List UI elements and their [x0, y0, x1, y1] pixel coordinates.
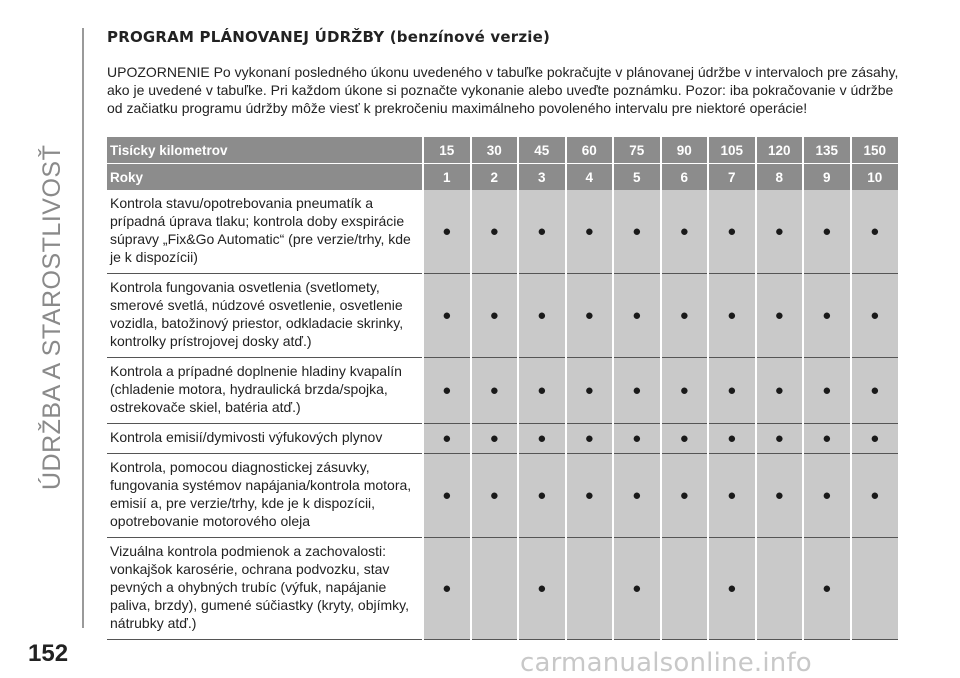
operation-description: Kontrola fungovania osvetlenia (svetlomety, smerové svetlá, núdzové osvetlenie, osvetlenie vozidla, batožinový priestor, odkladacie skrinky, kontrolky prístrojovej dosky atď.) — [107, 274, 423, 358]
interval-cell — [423, 538, 471, 640]
interval-cell — [566, 424, 614, 454]
interval-cell — [613, 190, 661, 274]
interval-cell — [423, 358, 471, 424]
interval-cell — [803, 424, 851, 454]
interval-cell — [803, 274, 851, 358]
interval-cell — [423, 274, 471, 358]
bullet-mark: ● — [489, 486, 499, 504]
interval-cell — [423, 424, 471, 454]
bullet-mark: ● — [584, 381, 594, 399]
watermark: carmanualsonline.info — [520, 648, 812, 678]
interval-cell — [708, 274, 756, 358]
table-row — [107, 274, 898, 358]
interval-cell — [566, 358, 614, 424]
interval-cell — [851, 424, 899, 454]
interval-cell — [708, 538, 756, 640]
interval-cell — [708, 424, 756, 454]
interval-cell — [661, 538, 709, 640]
km-header-cell: 90 — [661, 137, 709, 164]
interval-cell — [613, 424, 661, 454]
bullet-mark: ● — [822, 429, 832, 447]
interval-cell — [756, 358, 804, 424]
bullet-mark: ● — [584, 429, 594, 447]
interval-cell — [661, 190, 709, 274]
bullet-mark: ● — [632, 429, 642, 447]
interval-cell — [518, 190, 566, 274]
bullet-mark: ● — [489, 222, 499, 240]
km-header-cell: 120 — [756, 137, 804, 164]
interval-cell — [803, 538, 851, 640]
operation-description: Kontrola emisií/dymivosti výfukových plynov — [107, 424, 423, 454]
bullet-mark: ● — [442, 381, 452, 399]
interval-cell — [423, 190, 471, 274]
bullet-mark: ● — [870, 381, 880, 399]
table-row — [107, 538, 898, 640]
bullet-mark: ● — [727, 579, 737, 597]
interval-cell — [851, 190, 899, 274]
years-header-cell: 3 — [518, 164, 566, 191]
bullet-mark: ● — [774, 381, 784, 399]
years-header-label: Roky — [107, 164, 423, 191]
bullet-mark: ● — [537, 306, 547, 324]
interval-cell — [661, 424, 709, 454]
bullet-mark: ● — [584, 486, 594, 504]
interval-cell — [661, 454, 709, 538]
bullet-mark: ● — [870, 222, 880, 240]
years-header-cell: 6 — [661, 164, 709, 191]
bullet-mark: ● — [774, 486, 784, 504]
interval-cell — [613, 454, 661, 538]
side-divider — [82, 28, 84, 628]
interval-cell — [756, 454, 804, 538]
bullet-mark: ● — [632, 222, 642, 240]
bullet-mark: ● — [489, 381, 499, 399]
interval-cell — [423, 454, 471, 538]
interval-cell — [518, 274, 566, 358]
interval-cell — [471, 454, 519, 538]
bullet-mark: ● — [870, 486, 880, 504]
bullet-mark: ● — [870, 306, 880, 324]
bullet-mark: ● — [442, 306, 452, 324]
interval-cell — [518, 424, 566, 454]
bullet-mark: ● — [537, 222, 547, 240]
bullet-mark: ● — [537, 381, 547, 399]
notice-text: UPOZORNENIE Po vykonaní posledného úkonu uvedeného v tabuľke pokračujte v plánovanej údržbe v intervaloch pre zásahy, ako je uvedené v tabuľke. Pri každom úkone si poznačte vykonanie alebo uveďte poznámku. Pozor: iba pokračovanie v údržbe od začiatku programu údržby môže viesť k prekročeniu maximálneho povoleného intervalu pre niektoré operácie! — [107, 64, 899, 116]
bullet-mark: ● — [822, 486, 832, 504]
years-header-cell: 10 — [851, 164, 899, 191]
interval-cell — [613, 358, 661, 424]
bullet-mark: ● — [489, 429, 499, 447]
bullet-mark: ● — [442, 486, 452, 504]
bullet-mark: ● — [679, 381, 689, 399]
bullet-mark: ● — [822, 306, 832, 324]
bullet-mark: ● — [632, 486, 642, 504]
interval-cell — [518, 358, 566, 424]
bullet-mark: ● — [537, 486, 547, 504]
years-header-cell: 9 — [803, 164, 851, 191]
table-row — [107, 454, 898, 538]
bullet-mark: ● — [679, 222, 689, 240]
bullet-mark: ● — [632, 306, 642, 324]
interval-cell — [471, 190, 519, 274]
bullet-mark: ● — [679, 486, 689, 504]
years-header-row — [107, 164, 898, 191]
interval-cell — [756, 424, 804, 454]
interval-cell — [518, 538, 566, 640]
interval-cell — [518, 454, 566, 538]
interval-cell — [661, 274, 709, 358]
page-number: 152 — [28, 640, 69, 667]
km-header-cell: 150 — [851, 137, 899, 164]
bullet-mark: ● — [442, 579, 452, 597]
interval-cell — [708, 190, 756, 274]
interval-cell — [708, 454, 756, 538]
bullet-mark: ● — [679, 306, 689, 324]
bullet-mark: ● — [727, 306, 737, 324]
years-header-cell: 1 — [423, 164, 471, 191]
bullet-mark: ● — [727, 381, 737, 399]
km-header-row — [107, 137, 898, 164]
page-heading: PROGRAM PLÁNOVANEJ ÚDRŽBY (benzínové verzie) — [107, 28, 551, 46]
interval-cell — [756, 538, 804, 640]
km-header-cell: 135 — [803, 137, 851, 164]
interval-cell — [566, 454, 614, 538]
bullet-mark: ● — [632, 381, 642, 399]
years-header-cell: 5 — [613, 164, 661, 191]
interval-cell — [803, 190, 851, 274]
km-header-cell: 15 — [423, 137, 471, 164]
km-header-cell: 45 — [518, 137, 566, 164]
bullet-mark: ● — [442, 222, 452, 240]
interval-cell — [851, 454, 899, 538]
years-header-cell: 8 — [756, 164, 804, 191]
operation-description: Kontrola, pomocou diagnostickej zásuvky, fungovania systémov napájania/kontrola motora, emisií a, pre verzie/trhy, kde je k dispozícii, opotrebovanie motorového oleja — [107, 454, 423, 538]
interval-cell — [756, 190, 804, 274]
bullet-mark: ● — [537, 429, 547, 447]
interval-cell — [566, 190, 614, 274]
operation-description: Kontrola stavu/opotrebovania pneumatík a prípadná úprava tlaku; kontrola doby exspirácie súpravy „Fix&Go Automatic“ (pre verzie/trhy, kde je k dispozícii) — [107, 190, 423, 274]
bullet-mark: ● — [774, 306, 784, 324]
bullet-mark: ● — [584, 222, 594, 240]
interval-cell — [851, 274, 899, 358]
years-header-cell: 2 — [471, 164, 519, 191]
operation-description: Kontrola a prípadné doplnenie hladiny kvapalín (chladenie motora, hydraulická brzda/spojka, ostrekovače skiel, batéria atď.) — [107, 358, 423, 424]
bullet-mark: ● — [632, 579, 642, 597]
bullet-mark: ● — [727, 429, 737, 447]
bullet-mark: ● — [822, 222, 832, 240]
bullet-mark: ● — [727, 222, 737, 240]
interval-cell — [471, 358, 519, 424]
section-side-title: ÚDRŽBA A STAROSTLIVOSŤ — [38, 144, 66, 490]
interval-cell — [803, 358, 851, 424]
interval-cell — [708, 358, 756, 424]
bullet-mark: ● — [679, 429, 689, 447]
maintenance-schedule-table — [107, 136, 898, 640]
interval-cell — [851, 358, 899, 424]
bullet-mark: ● — [584, 306, 594, 324]
interval-cell — [803, 454, 851, 538]
table-row — [107, 424, 898, 454]
bullet-mark: ● — [489, 306, 499, 324]
interval-cell — [471, 424, 519, 454]
schedule-body — [107, 190, 898, 640]
years-header-cell: 7 — [708, 164, 756, 191]
interval-cell — [566, 274, 614, 358]
interval-cell — [613, 538, 661, 640]
bullet-mark: ● — [727, 486, 737, 504]
km-header-cell: 60 — [566, 137, 614, 164]
km-header-cell: 75 — [613, 137, 661, 164]
operation-description: Vizuálna kontrola podmienok a zachovalosti: vonkajšok karosérie, ochrana podvozku, stav pevných a ohybných trubíc (výfuk, napájanie paliva, brzdy), gumené súčiastky (kryty, objímky, nátrubky atď.) — [107, 538, 423, 640]
table-row — [107, 358, 898, 424]
km-header-cell: 105 — [708, 137, 756, 164]
bullet-mark: ● — [774, 222, 784, 240]
table-row — [107, 190, 898, 274]
bullet-mark: ● — [442, 429, 452, 447]
interval-cell — [471, 274, 519, 358]
interval-cell — [756, 274, 804, 358]
interval-cell — [566, 538, 614, 640]
bullet-mark: ● — [822, 579, 832, 597]
interval-cell — [613, 274, 661, 358]
km-header-label: Tisícky kilometrov — [107, 137, 423, 164]
bullet-mark: ● — [870, 429, 880, 447]
km-header-cell: 30 — [471, 137, 519, 164]
bullet-mark: ● — [822, 381, 832, 399]
bullet-mark: ● — [537, 579, 547, 597]
interval-cell — [851, 538, 899, 640]
bullet-mark: ● — [774, 429, 784, 447]
interval-cell — [661, 358, 709, 424]
years-header-cell: 4 — [566, 164, 614, 191]
interval-cell — [471, 538, 519, 640]
